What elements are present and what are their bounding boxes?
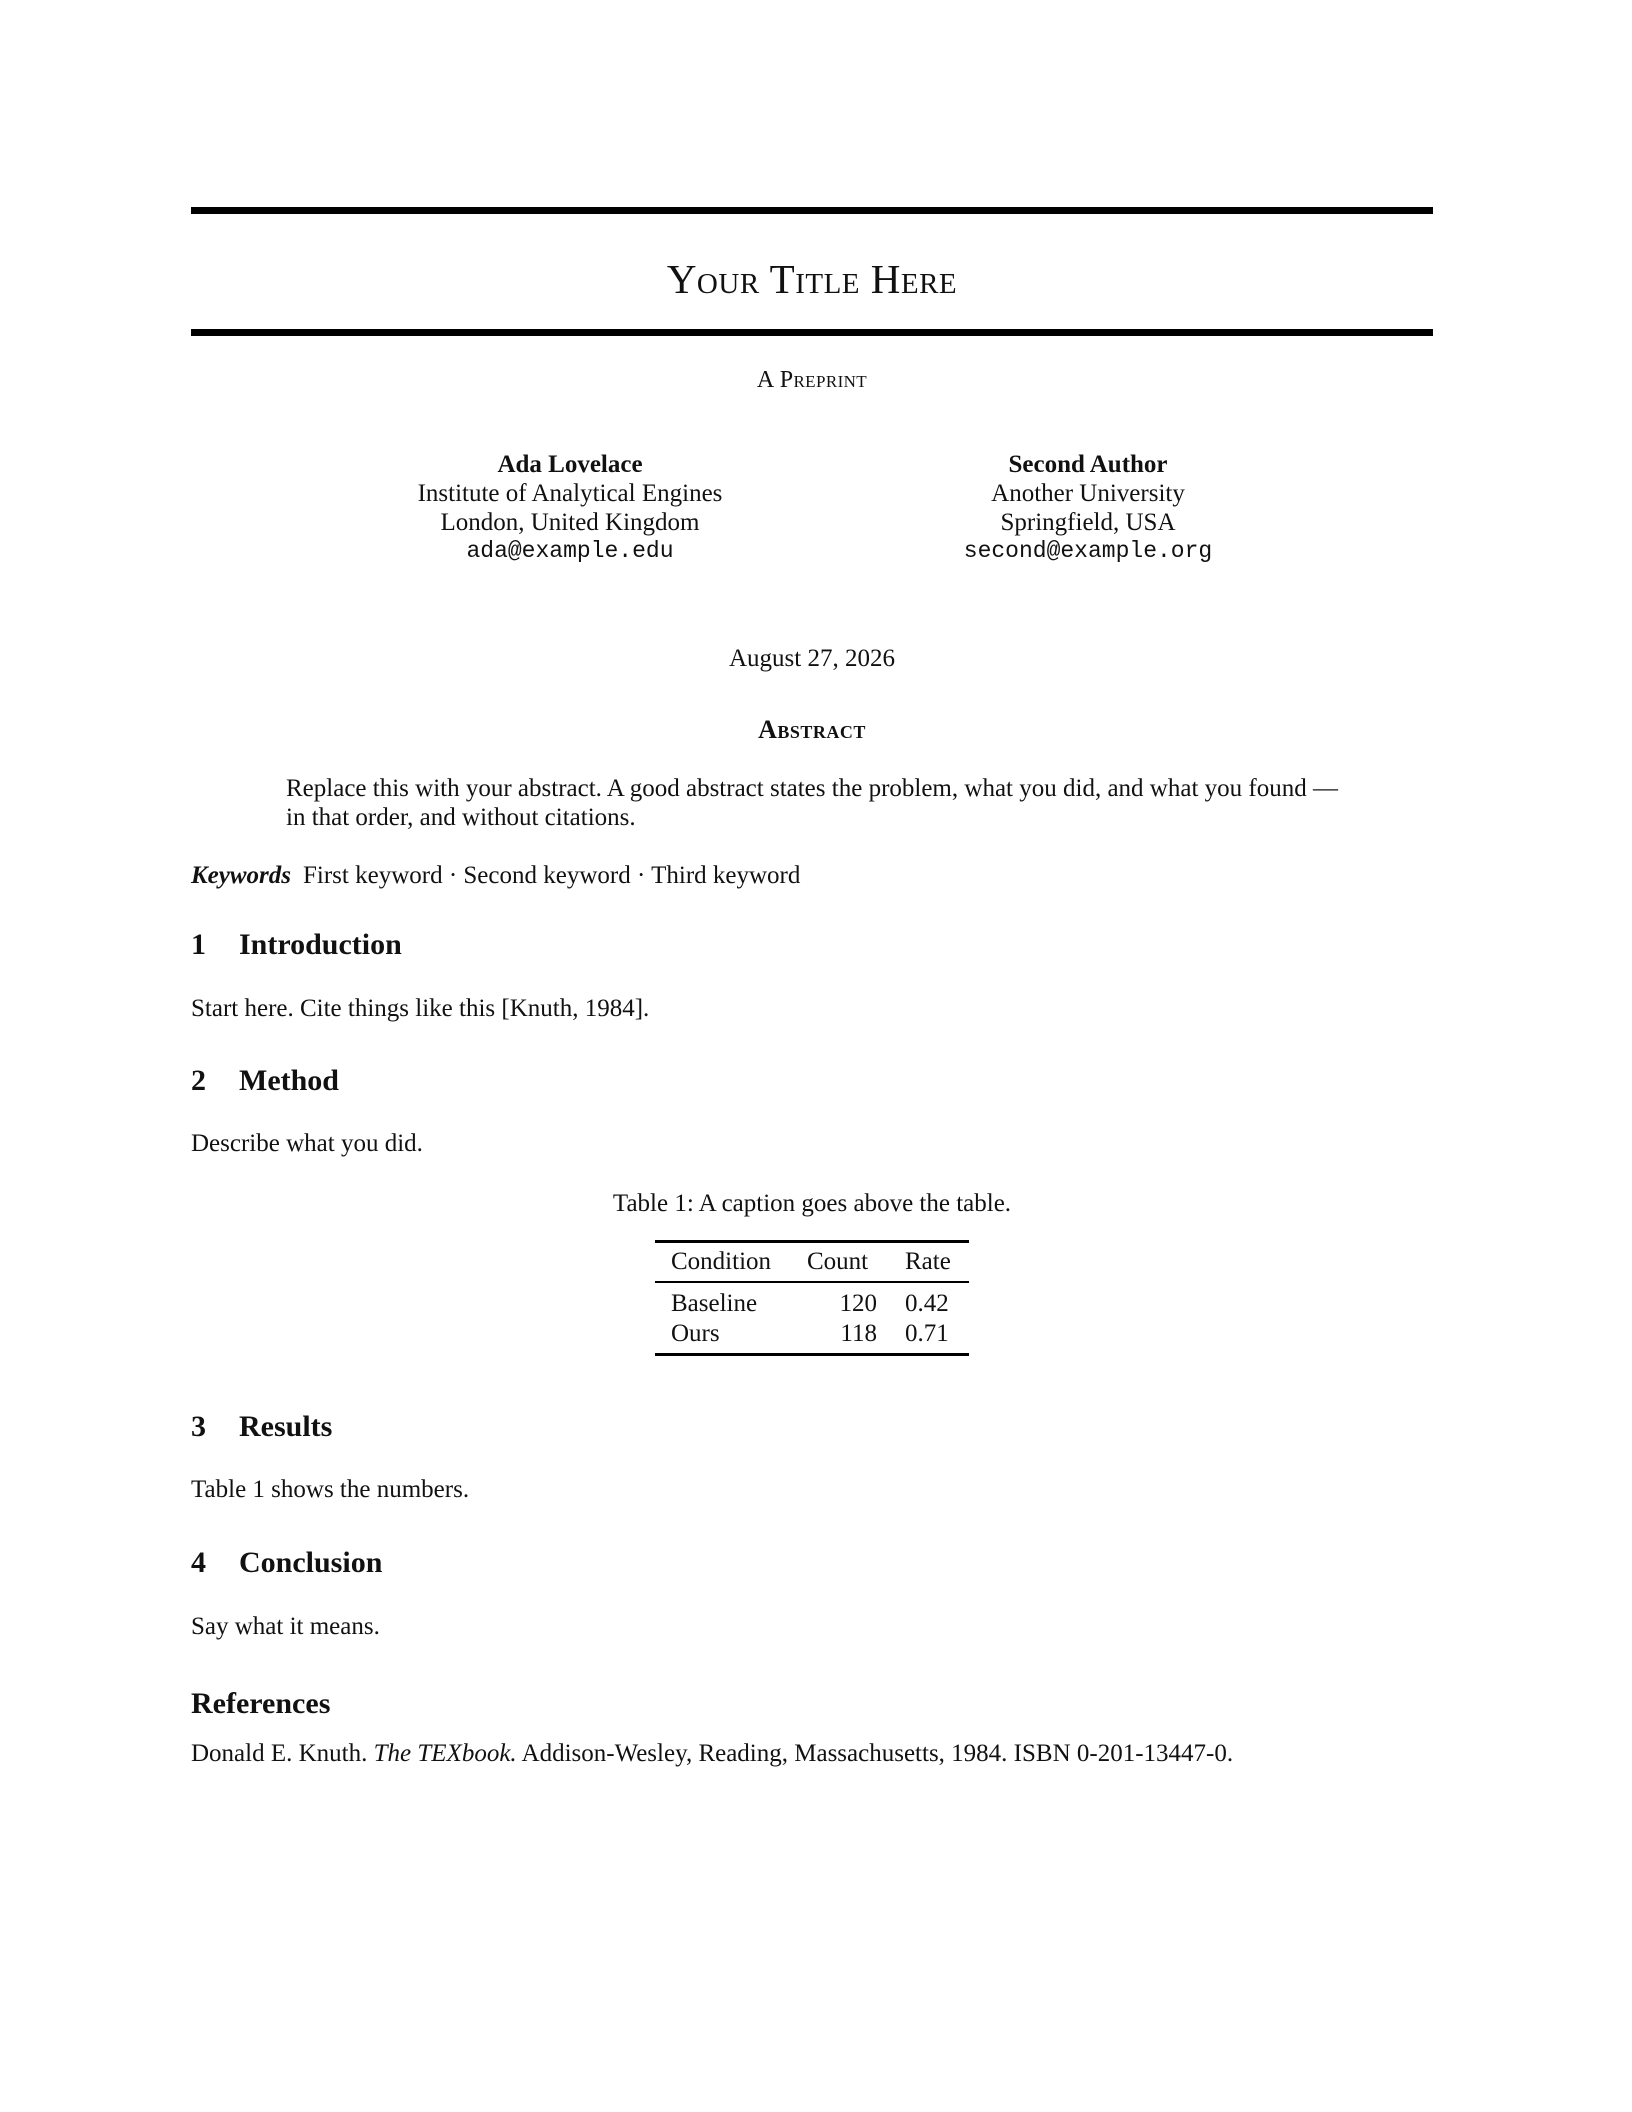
author-block-1: [320, 450, 820, 566]
table-top-rule: [655, 1240, 969, 1243]
paper-date: August 27, 2026: [729, 645, 895, 672]
author-email: second@example.org: [963, 538, 1213, 564]
author-location: Springfield, USA: [1000, 509, 1176, 536]
section-heading-method: [191, 1064, 339, 1098]
table-header-rate: Rate: [905, 1248, 951, 1275]
paper-title: Your Title Here: [666, 256, 958, 302]
references-heading: References: [191, 1687, 331, 1720]
section-title: Introduction: [239, 928, 402, 961]
section-text-method: Describe what you did.: [191, 1130, 423, 1157]
section-title: Method: [239, 1064, 339, 1097]
table-cell: 0.71: [905, 1320, 949, 1347]
title-top-rule: [191, 207, 1433, 214]
author-location: London, United Kingdom: [440, 509, 700, 536]
table-mid-rule: [655, 1281, 969, 1283]
abstract-text: Replace this with your abstract. A good abstract states the problem, what you did, and what you found — in that order, and without citations.: [286, 775, 1338, 831]
section-heading-introduction: [191, 928, 402, 962]
table-header-count: Count: [807, 1248, 869, 1275]
table-header-condition: Condition: [671, 1248, 772, 1275]
section-title: Conclusion: [239, 1546, 383, 1579]
author-name: Second Author: [1008, 451, 1168, 478]
table-cell: 120: [839, 1290, 877, 1317]
author-name: Ada Lovelace: [497, 451, 643, 478]
reference-entry: [191, 1740, 1233, 1768]
preprint-label: A Preprint: [756, 367, 868, 393]
author-affiliation: Institute of Analytical Engines: [417, 480, 723, 507]
author-email: ada@example.edu: [466, 538, 674, 564]
author-affiliation: Another University: [991, 480, 1185, 507]
section-text-introduction: Start here. Cite things like this [Knuth, 1984].: [191, 995, 650, 1022]
reference-details: Addison-Wesley, Reading, Massachusetts, 1984. ISBN 0-201-13447-0.: [521, 1740, 1234, 1767]
abstract-heading: Abstract: [758, 715, 866, 744]
section-heading-conclusion: [191, 1546, 382, 1580]
section-number: 2: [191, 1064, 206, 1097]
section-heading-results: [191, 1410, 332, 1444]
table-cell: 118: [840, 1320, 877, 1347]
section-number: 3: [191, 1410, 206, 1443]
keywords-list: First keyword · Second keyword · Third keyword: [303, 862, 801, 889]
keywords-label: Keywords: [191, 862, 291, 889]
title-bottom-rule: [191, 329, 1433, 336]
section-text-conclusion: Say what it means.: [191, 1613, 380, 1640]
table-caption: Table 1: A caption goes above the table.: [612, 1190, 1012, 1217]
author-block-2: [838, 450, 1338, 566]
keywords-line: [191, 862, 800, 890]
reference-author: Donald E. Knuth.: [191, 1740, 368, 1767]
section-number: 4: [191, 1546, 206, 1579]
table-cell: 0.42: [905, 1290, 949, 1317]
reference-title: The TEXbook.: [373, 1740, 517, 1767]
section-title: Results: [239, 1410, 333, 1443]
section-number: 1: [191, 928, 206, 961]
table-bottom-rule: [655, 1353, 969, 1356]
section-text-results: Table 1 shows the numbers.: [191, 1476, 470, 1503]
table-cell: Ours: [671, 1320, 720, 1347]
table-cell: Baseline: [671, 1290, 758, 1317]
